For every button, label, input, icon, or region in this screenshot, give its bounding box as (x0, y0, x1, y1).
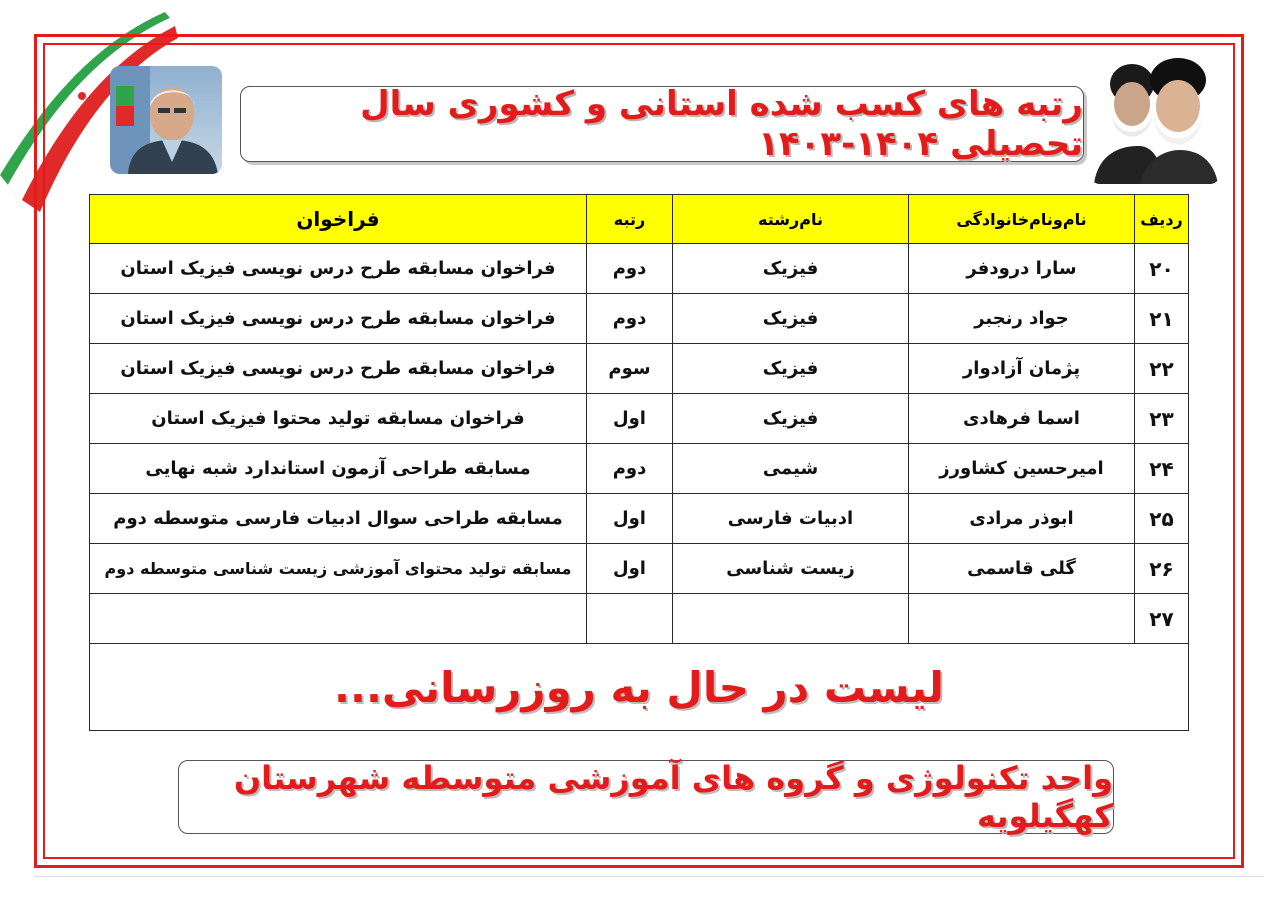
cell-row-no: ۲۰ (1135, 244, 1189, 294)
cell-name: جواد رنجبر (909, 294, 1135, 344)
portrait-photo (110, 66, 222, 174)
cell-name: ابوذر مرادی (909, 494, 1135, 544)
cell-rank: دوم (587, 244, 673, 294)
col-header-call: فراخوان (90, 195, 587, 244)
cell-field: شیمی (673, 444, 909, 494)
cell-rank: دوم (587, 294, 673, 344)
cell-name (909, 594, 1135, 644)
cell-row-no: ۲۴ (1135, 444, 1189, 494)
cell-field: فیزیک (673, 294, 909, 344)
table-row (90, 594, 1189, 644)
cell-field: فیزیک (673, 344, 909, 394)
cell-field (673, 594, 909, 644)
cell-row-no: ۲۳ (1135, 394, 1189, 444)
cell-call: فراخوان مسابقه طرح درس نویسی فیزیک استان (90, 344, 587, 394)
cell-call: فراخوان مسابقه طرح درس نویسی فیزیک استان (90, 294, 587, 344)
col-header-rank: رتبه (587, 195, 673, 244)
table-header-row (90, 195, 1189, 244)
update-notice-cell (90, 644, 1189, 731)
cell-row-no: ۲۲ (1135, 344, 1189, 394)
cell-name: گلی قاسمی (909, 544, 1135, 594)
cell-rank: اول (587, 544, 673, 594)
page-title: رتبه های کسب شده استانی و کشوری سال تحصیلی ۱۴۰۴-۱۴۰۳ (360, 84, 1083, 164)
cell-rank: اول (587, 394, 673, 444)
divider (34, 876, 1264, 877)
cell-rank: سوم (587, 344, 673, 394)
col-header-name: نام‌ونام‌خانوادگی (909, 195, 1135, 244)
table-row (90, 444, 1189, 494)
ranks-table (89, 194, 1189, 731)
cell-call: مسابقه طراحی آزمون استاندارد شبه نهایی (90, 444, 587, 494)
cell-name: امیرحسین کشاورز (909, 444, 1135, 494)
leaders-portrait-icon (1090, 54, 1220, 184)
cell-call: فراخوان مسابقه تولید محتوا فیزیک استان (90, 394, 587, 444)
cell-row-no: ۲۶ (1135, 544, 1189, 594)
cell-rank (587, 594, 673, 644)
cell-name: پژمان آزادوار (909, 344, 1135, 394)
table-row (90, 494, 1189, 544)
cell-field: ادبیات فارسی (673, 494, 909, 544)
cell-rank: اول (587, 494, 673, 544)
footer-banner (178, 760, 1114, 834)
update-notice: لیست در حال به روزرسانی... (334, 662, 944, 712)
cell-call (90, 594, 587, 644)
cell-row-no: ۲۷ (1135, 594, 1189, 644)
cell-call: مسابقه طراحی سوال ادبیات فارسی متوسطه دوم (90, 494, 587, 544)
cell-call: مسابقه تولید محتوای آموزشی زیست شناسی متوسطه دوم (90, 544, 587, 594)
cell-row-no: ۲۵ (1135, 494, 1189, 544)
cell-name: اسما فرهادی (909, 394, 1135, 444)
cell-rank: دوم (587, 444, 673, 494)
table-row (90, 544, 1189, 594)
cell-field: فیزیک (673, 394, 909, 444)
col-header-field: نام‌رشته (673, 195, 909, 244)
col-header-row-no: ردیف (1135, 195, 1189, 244)
cell-row-no: ۲۱ (1135, 294, 1189, 344)
leaders-portrait-photo (1090, 54, 1220, 184)
cell-field: فیزیک (673, 244, 909, 294)
update-notice-row (90, 644, 1189, 731)
portrait-icon (110, 66, 222, 174)
table-row (90, 344, 1189, 394)
footer-title: واحد تکنولوژی و گروه های آموزشی متوسطه شهرستان کهگیلویه (233, 759, 1113, 835)
cell-call: فراخوان مسابقه طرح درس نویسی فیزیک استان (90, 244, 587, 294)
header-title-box (240, 86, 1084, 162)
table-row (90, 244, 1189, 294)
cell-field: زیست شناسی (673, 544, 909, 594)
cell-name: سارا درودفر (909, 244, 1135, 294)
table-row (90, 294, 1189, 344)
table-row (90, 394, 1189, 444)
